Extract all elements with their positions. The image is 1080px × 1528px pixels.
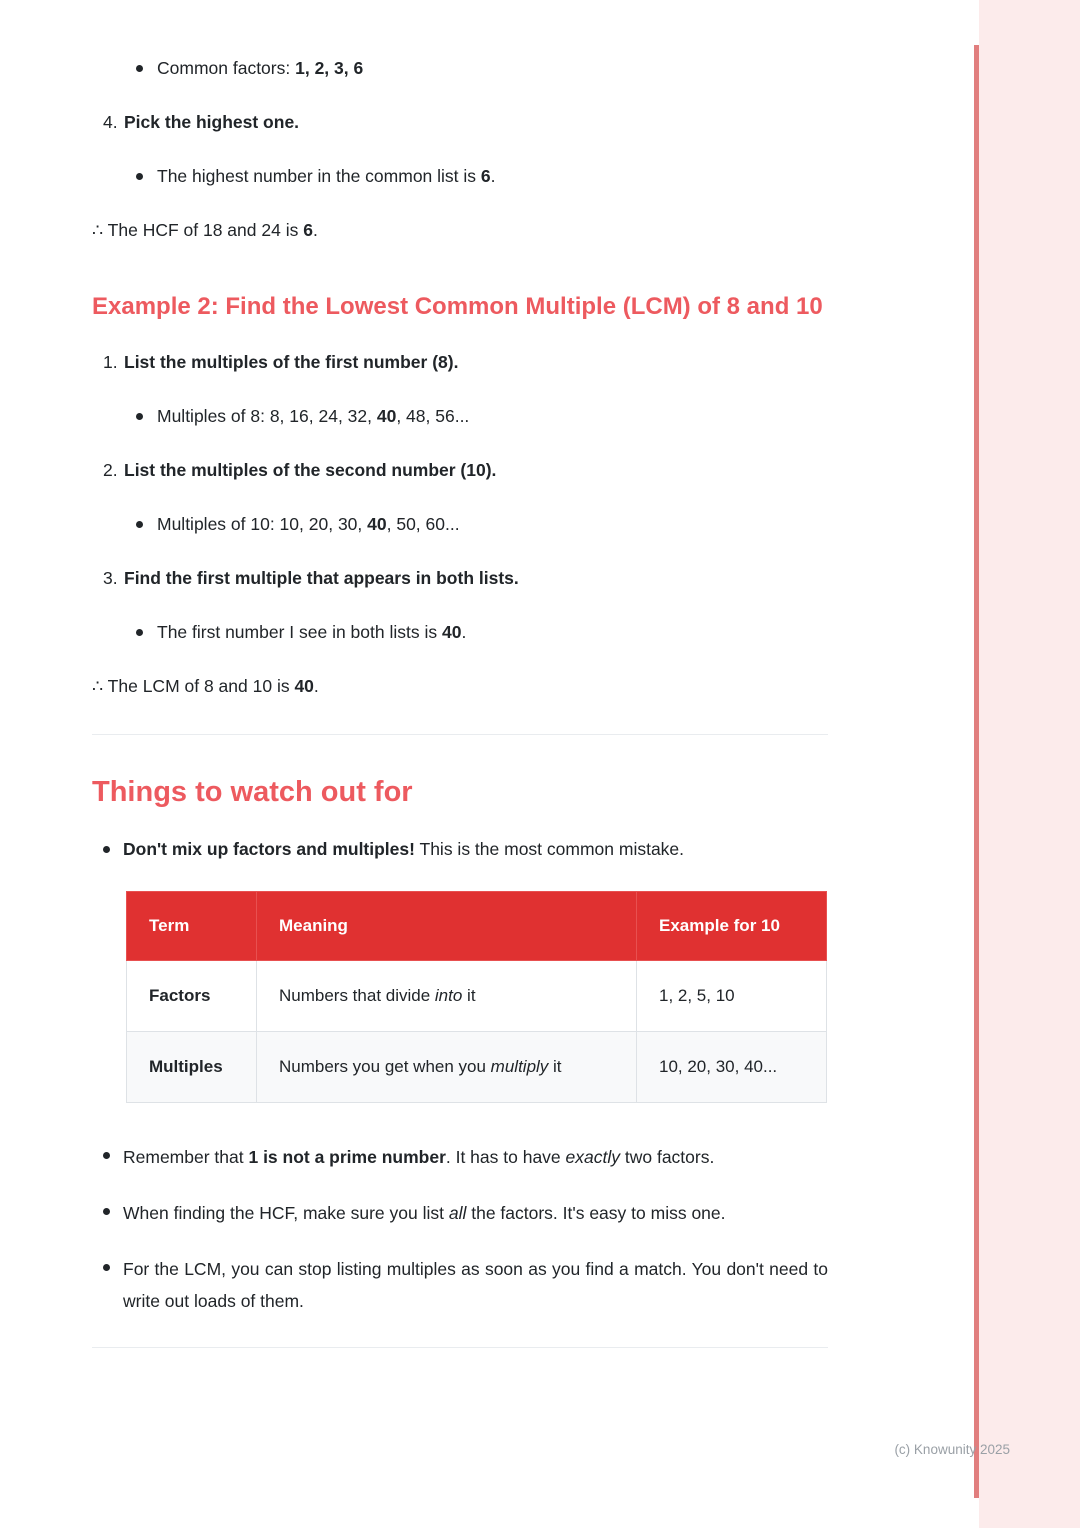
lcm-tip-item [92,1253,828,1317]
section-divider [92,734,828,735]
watch-out-heading: Things to watch out for [92,776,413,808]
list-item-text: For the LCM, you can stop listing multiples as soon as you find a match. You don't need to write out loads of them. [123,1259,828,1311]
bullet-icon [136,521,143,528]
lcm-step-2 [92,456,828,484]
bullet-icon [136,173,143,180]
hcf-step-4 [92,108,828,136]
lcm-conclusion: ∴ The LCM of 8 and 10 is 40. [92,676,319,696]
list-item-text: Don't mix up factors and multiples! This is the most common mistake. [123,839,685,859]
lcm-example-heading: Example 2: Find the Lowest Common Multiple (LCM) of 8 and 10 [92,293,823,320]
bullet-icon [103,1152,110,1159]
lcm-step-3 [92,564,828,592]
document-content [92,0,828,1348]
copyright-text: (c) Knowunity 2025 [894,1442,1010,1457]
lcm-step-3-detail [92,618,828,646]
table-cell-term: Multiples [127,1032,257,1103]
common-factors-item [92,54,828,82]
lcm-step-1 [92,348,828,376]
list-item-text: Multiples of 10: 10, 20, 30, 40, 50, 60... [157,514,460,534]
table-header-example: Example for 10 [637,892,827,961]
list-item-text: List the multiples of the first number (8). [124,352,459,372]
footer-divider [92,1347,828,1348]
table-cell-meaning: Numbers you get when you multiply it [257,1032,637,1103]
table-row [127,1032,827,1103]
page-edge-accent-line [974,45,979,1498]
lcm-step-1-detail [92,402,828,430]
table-cell-term: Factors [127,961,257,1032]
list-item-text: The first number I see in both lists is 40. [157,622,467,642]
list-number: 1. [103,352,118,372]
list-item-text: List the multiples of the second number (10). [124,460,497,480]
bullet-icon [136,413,143,420]
factors-vs-multiples-table [126,891,827,1103]
table-row [127,961,827,1032]
bullet-icon [103,1264,110,1271]
list-number: 2. [103,460,118,480]
list-item-text: When finding the HCF, make sure you list all the factors. It's easy to miss one. [123,1203,726,1223]
table-header-term: Term [127,892,257,961]
table-cell-meaning: Numbers that divide into it [257,961,637,1032]
table-cell-example: 1, 2, 5, 10 [637,961,827,1032]
bullet-icon [136,629,143,636]
prime-number-tip-item [92,1141,828,1173]
lcm-step-2-detail [92,510,828,538]
list-item-text: Common factors: 1, 2, 3, 6 [157,58,364,78]
list-item-text: Multiples of 8: 8, 16, 24, 32, 40, 48, 56... [157,406,470,426]
mix-up-warning-item [92,835,828,863]
bullet-icon [103,846,110,853]
hcf-conclusion: ∴ The HCF of 18 and 24 is 6. [92,220,318,240]
list-item-text: Pick the highest one. [124,112,300,132]
bullet-icon [103,1208,110,1215]
list-item-text: Find the first multiple that appears in both lists. [124,568,519,588]
hcf-step-4-detail [92,162,828,190]
list-item-text: The highest number in the common list is 6. [157,166,496,186]
table-header-meaning: Meaning [257,892,637,961]
page-edge-stripe [979,0,1080,1528]
list-number: 4. [103,112,118,132]
hcf-tip-item [92,1197,828,1229]
list-item-text: Remember that 1 is not a prime number. It has to have exactly two factors. [123,1147,715,1167]
table-header-row [127,892,827,961]
table-cell-example: 10, 20, 30, 40... [637,1032,827,1103]
list-number: 3. [103,568,118,588]
bullet-icon [136,65,143,72]
